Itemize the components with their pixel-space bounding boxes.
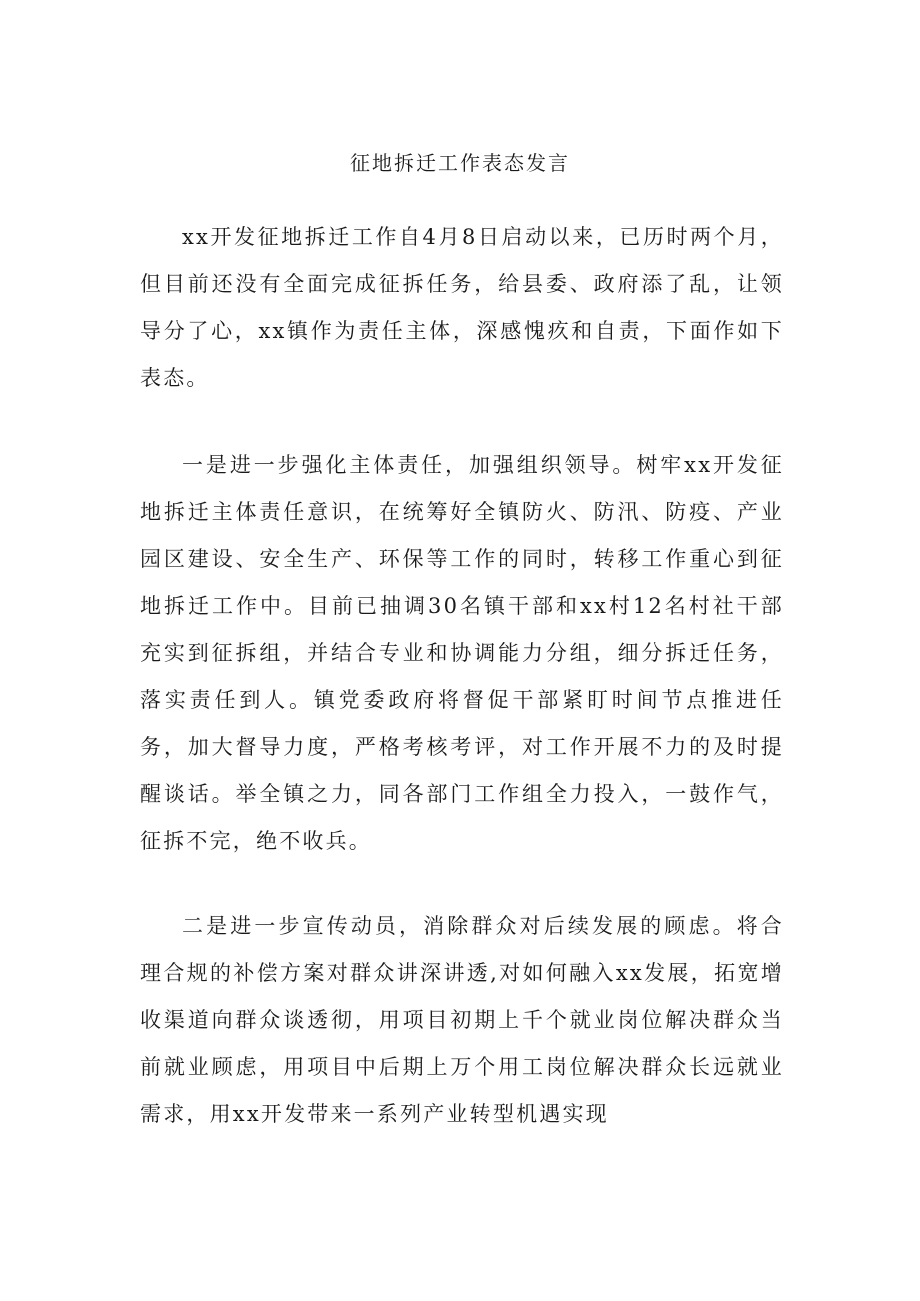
paragraph-opening bbox=[140, 214, 784, 402]
document-title: 征地拆迁工作表态发言 bbox=[350, 151, 570, 175]
paragraph-point-one bbox=[140, 442, 784, 865]
paragraph-text: xx开发征地拆迁工作自4月8日启动以来，已历时两个月，但目前还没有全面完成征拆任务，给县委、政府添了乱，让领导分了心，xx镇作为责任主体，深感愧疚和自责，下面作如下表态。 bbox=[140, 225, 784, 390]
paragraph-text: 一是进一步强化主体责任，加强组织领导。树牢xx开发征地拆迁主体责任意识，在统筹好全镇防火、防汛、防疫、产业园区建设、安全生产、环保等工作的同时，转移工作重心到征地拆迁工作中。目前已抽调30名镇干部和xx村12名村社干部充实到征拆组，并结合专业和协调能力分组，细分拆迁任务，落实责任到人。镇党委政府将督促干部紧盯时间节点推进任务，加大督导力度，严格考核考评，对工作开展不力的及时提醒谈话。举全镇之力，同各部门工作组全力投入，一鼓作气，征拆不完，绝不收兵。 bbox=[140, 453, 784, 853]
paragraph-point-two bbox=[140, 903, 784, 1138]
paragraph-text: 二是进一步宣传动员，消除群众对后续发展的顾虑。将合理合规的补偿方案对群众讲深讲透,对如何融入xx发展，拓宽增收渠道向群众谈透彻，用项目初期上千个就业岗位解决群众当前就业顾虑，用项目中后期上万个用工岗位解决群众长远就业需求，用xx开发带来一系列产业转型机遇实现 bbox=[140, 914, 784, 1126]
